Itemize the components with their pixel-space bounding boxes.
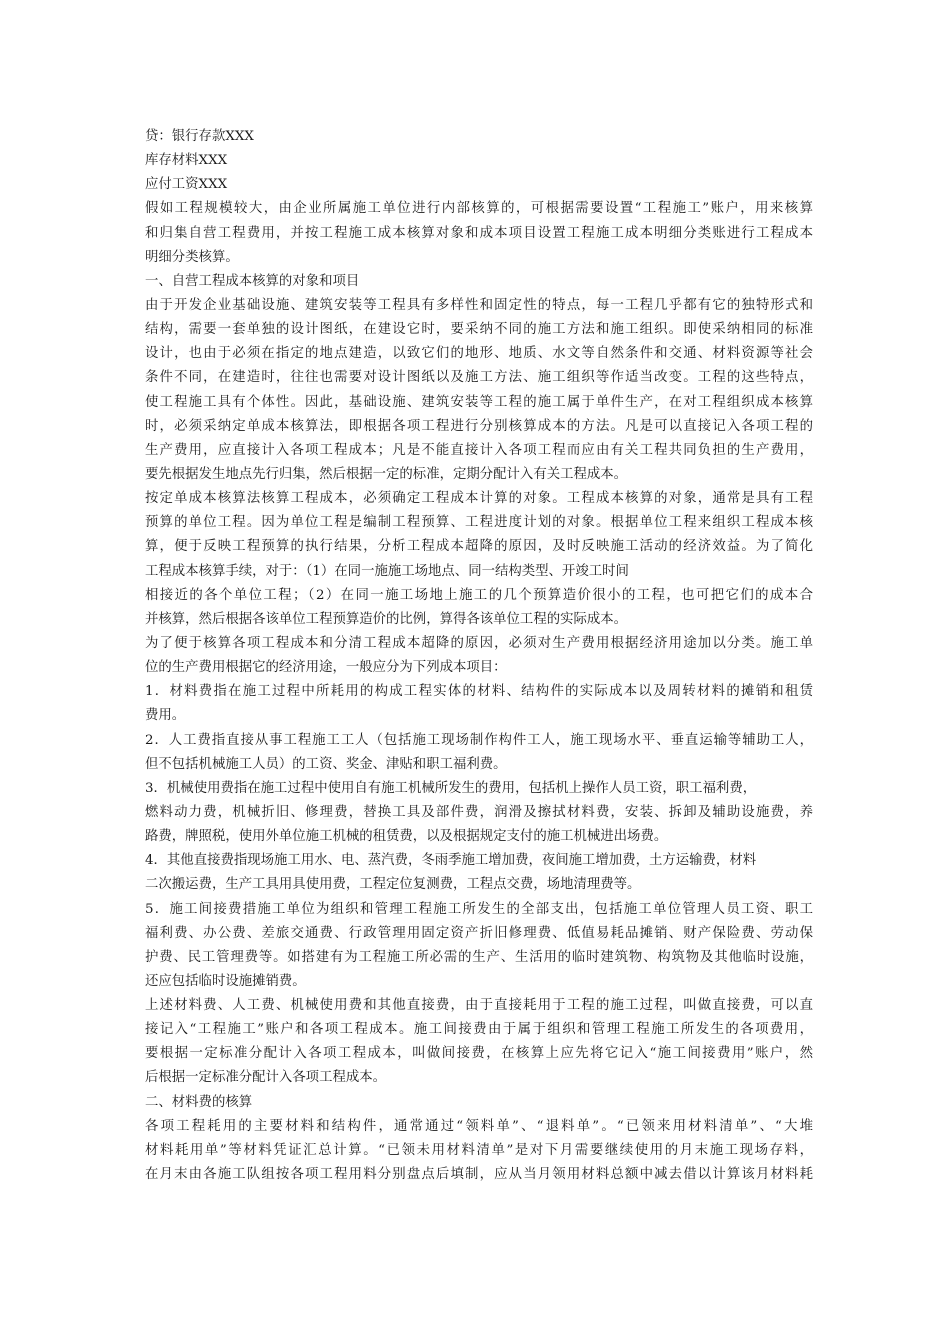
text-line: 算，便于反映工程预算的执行结果，分析工程成本超降的原因，及时反映施工活动的经济效益。为了简化	[145, 539, 813, 555]
document-body	[145, 125, 813, 1187]
text-line: 设计，也由于必须在指定的地点建造，以致它们的地形、地质、水文等自然条件和交通、材料资源等社会	[145, 346, 813, 362]
text-line: 时，必须采纳定单成本核算法，即根据各项工程进行分别核算成本的方法。凡是可以直接记入各项工程的	[145, 418, 813, 434]
text-line: 燃料动力费，机械折旧、修理费，替换工具及部件费，润滑及擦拭材料费，安装、拆卸及辅助设施费，养	[145, 804, 813, 820]
text-line: 贷：银行存款XXX	[145, 129, 254, 144]
text-line: 要根据一定标准分配计入各项工程成本，叫做间接费，在核算上应先将它记入“施工间接费用”账户，然	[145, 1046, 813, 1062]
text-line: 路费，牌照税，使用外单位施工机械的租赁费，以及根据规定支付的施工机械进出场费。	[145, 829, 668, 845]
text-line: 5．施工间接费措施工单位为组织和管理工程施工所发生的全部支出，包括施工单位管理人员工资、职工	[145, 901, 813, 917]
text-line: 工程成本核算手续，对于：（1）在同一施施工场地点、同一结构类型、开竣工时间	[145, 563, 629, 579]
text-line: 位的生产费用根据它的经济用途，一般应分为下列成本项目：	[145, 660, 507, 676]
text-line: 条件不同，在建造时，往往也需要对设计图纸以及施工方法、施工组织等作适当改变。工程的这些特点，	[145, 370, 813, 386]
text-line: 明细分类核算。	[145, 249, 239, 265]
text-line: 假如工程规模较大，由企业所属施工单位进行内部核算的，可根据需要设置“工程施工”账户，用来核算	[145, 201, 813, 217]
text-line: 4．其他直接费指现场施工用水、电、蒸汽费，冬雨季施工增加费，夜间施工增加费，土方运输费，材料	[145, 853, 757, 869]
text-line: 生产费用，应直接计入各项工程成本；凡是不能直接计入各项工程而应由有关工程共同负担的生产费用，	[145, 442, 813, 458]
text-line: 二次搬运费，生产工具用具使用费，工程定位复测费，工程点交费，场地清理费等。	[145, 877, 641, 893]
text-line: 由于开发企业基础设施、建筑安装等工程具有多样性和固定性的特点，每一工程几乎都有它的独特形式和	[145, 297, 813, 313]
text-line: 各项工程耗用的主要材料和结构件，通常通过“领料单”、“退料单”。“已领来用材料清单”、“大堆	[145, 1118, 813, 1134]
text-line: 预算的单位工程。因为单位工程是编制工程预算、工程进度计划的对象。根据单位工程来组织工程成本核	[145, 515, 813, 531]
text-line: 3．机械使用费指在施工过程中使用自有施工机械所发生的费用，包括机上操作人员工资，职工福利费，	[145, 780, 757, 796]
text-line: 并核算，然后根据各该单位工程预算造价的比例，算得各该单位工程的实际成本。	[145, 611, 628, 627]
text-line: 材料耗用单”等材料凭证汇总计算。“已领未用材料清单”是对下月需要继续使用的月末施工现场存料，	[145, 1142, 813, 1158]
text-line: 福利费、办公费、差旅交通费、行政管理用固定资产折旧修理费、低值易耗品摊销、财产保险费、劳动保	[145, 925, 813, 941]
text-line: 还应包括临时设施摊销费。	[145, 973, 306, 989]
text-line: 使工程施工具有个体性。因此，基础设施、建筑安装等工程的施工属于单件生产，在对工程组织成本核算	[145, 394, 813, 410]
text-line: 接记入“工程施工”账户和各项工程成本。施工间接费由于属于组织和管理工程施工所发生的各项费用，	[145, 1022, 813, 1038]
text-line: 在月末由各施工队组按各项工程用料分别盘点后填制，应从当月领用材料总额中减去借以计算该月材料耗	[145, 1167, 813, 1183]
text-line: 和归集自营工程费用，并按工程施工成本核算对象和成本项目设置工程施工成本明细分类账进行工程成本	[145, 225, 813, 241]
text-line: 1．材料费指在施工过程中所耗用的构成工程实体的材料、结构件的实际成本以及周转材料的摊销和租赁	[145, 684, 813, 700]
text-line: 护费、民工管理费等。如搭建有为工程施工所必需的生产、生活用的临时建筑物、构筑物及其他临时设施，	[145, 949, 813, 965]
text-line: 二、材料费的核算	[145, 1094, 253, 1110]
text-line: 为了便于核算各项工程成本和分清工程成本超降的原因，必须对生产费用根据经济用途加以分类。施工单	[145, 635, 813, 651]
text-line: 但不包括机械施工人员）的工资、奖金、津贴和职工福利费。	[145, 756, 507, 772]
text-line: 要先根据发生地点先行归集，然后根据一定的标准，定期分配计入有关工程成本。	[145, 466, 628, 482]
text-line: 应付工资XXX	[145, 177, 228, 193]
text-line: 费用。	[145, 708, 186, 724]
text-line: 上述材料费、人工费、机械使用费和其他直接费，由于直接耗用于工程的施工过程，叫做直接费，可以直	[145, 998, 813, 1014]
text-line: 一、自营工程成本核算的对象和项目	[145, 273, 360, 289]
text-line: 2．人工费指直接从事工程施工工人（包括施工现场制作构件工人，施工现场水平、垂直运输等辅助工人，	[145, 732, 813, 748]
text-line: 后根据一定标准分配计入各项工程成本。	[145, 1070, 387, 1086]
text-line: 结构，需要一套单独的设计图纸，在建设它时，要采纳不同的施工方法和施工组织。即使采纳相同的标准	[145, 322, 813, 338]
text-line: 库存材料XXX	[145, 153, 228, 169]
text-line: 相接近的各个单位工程；（2）在同一施工场地上施工的几个预算造价很小的工程，也可把它们的成本合	[145, 587, 813, 603]
text-line: 按定单成本核算法核算工程成本，必须确定工程成本计算的对象。工程成本核算的对象，通常是具有工程	[145, 491, 813, 507]
